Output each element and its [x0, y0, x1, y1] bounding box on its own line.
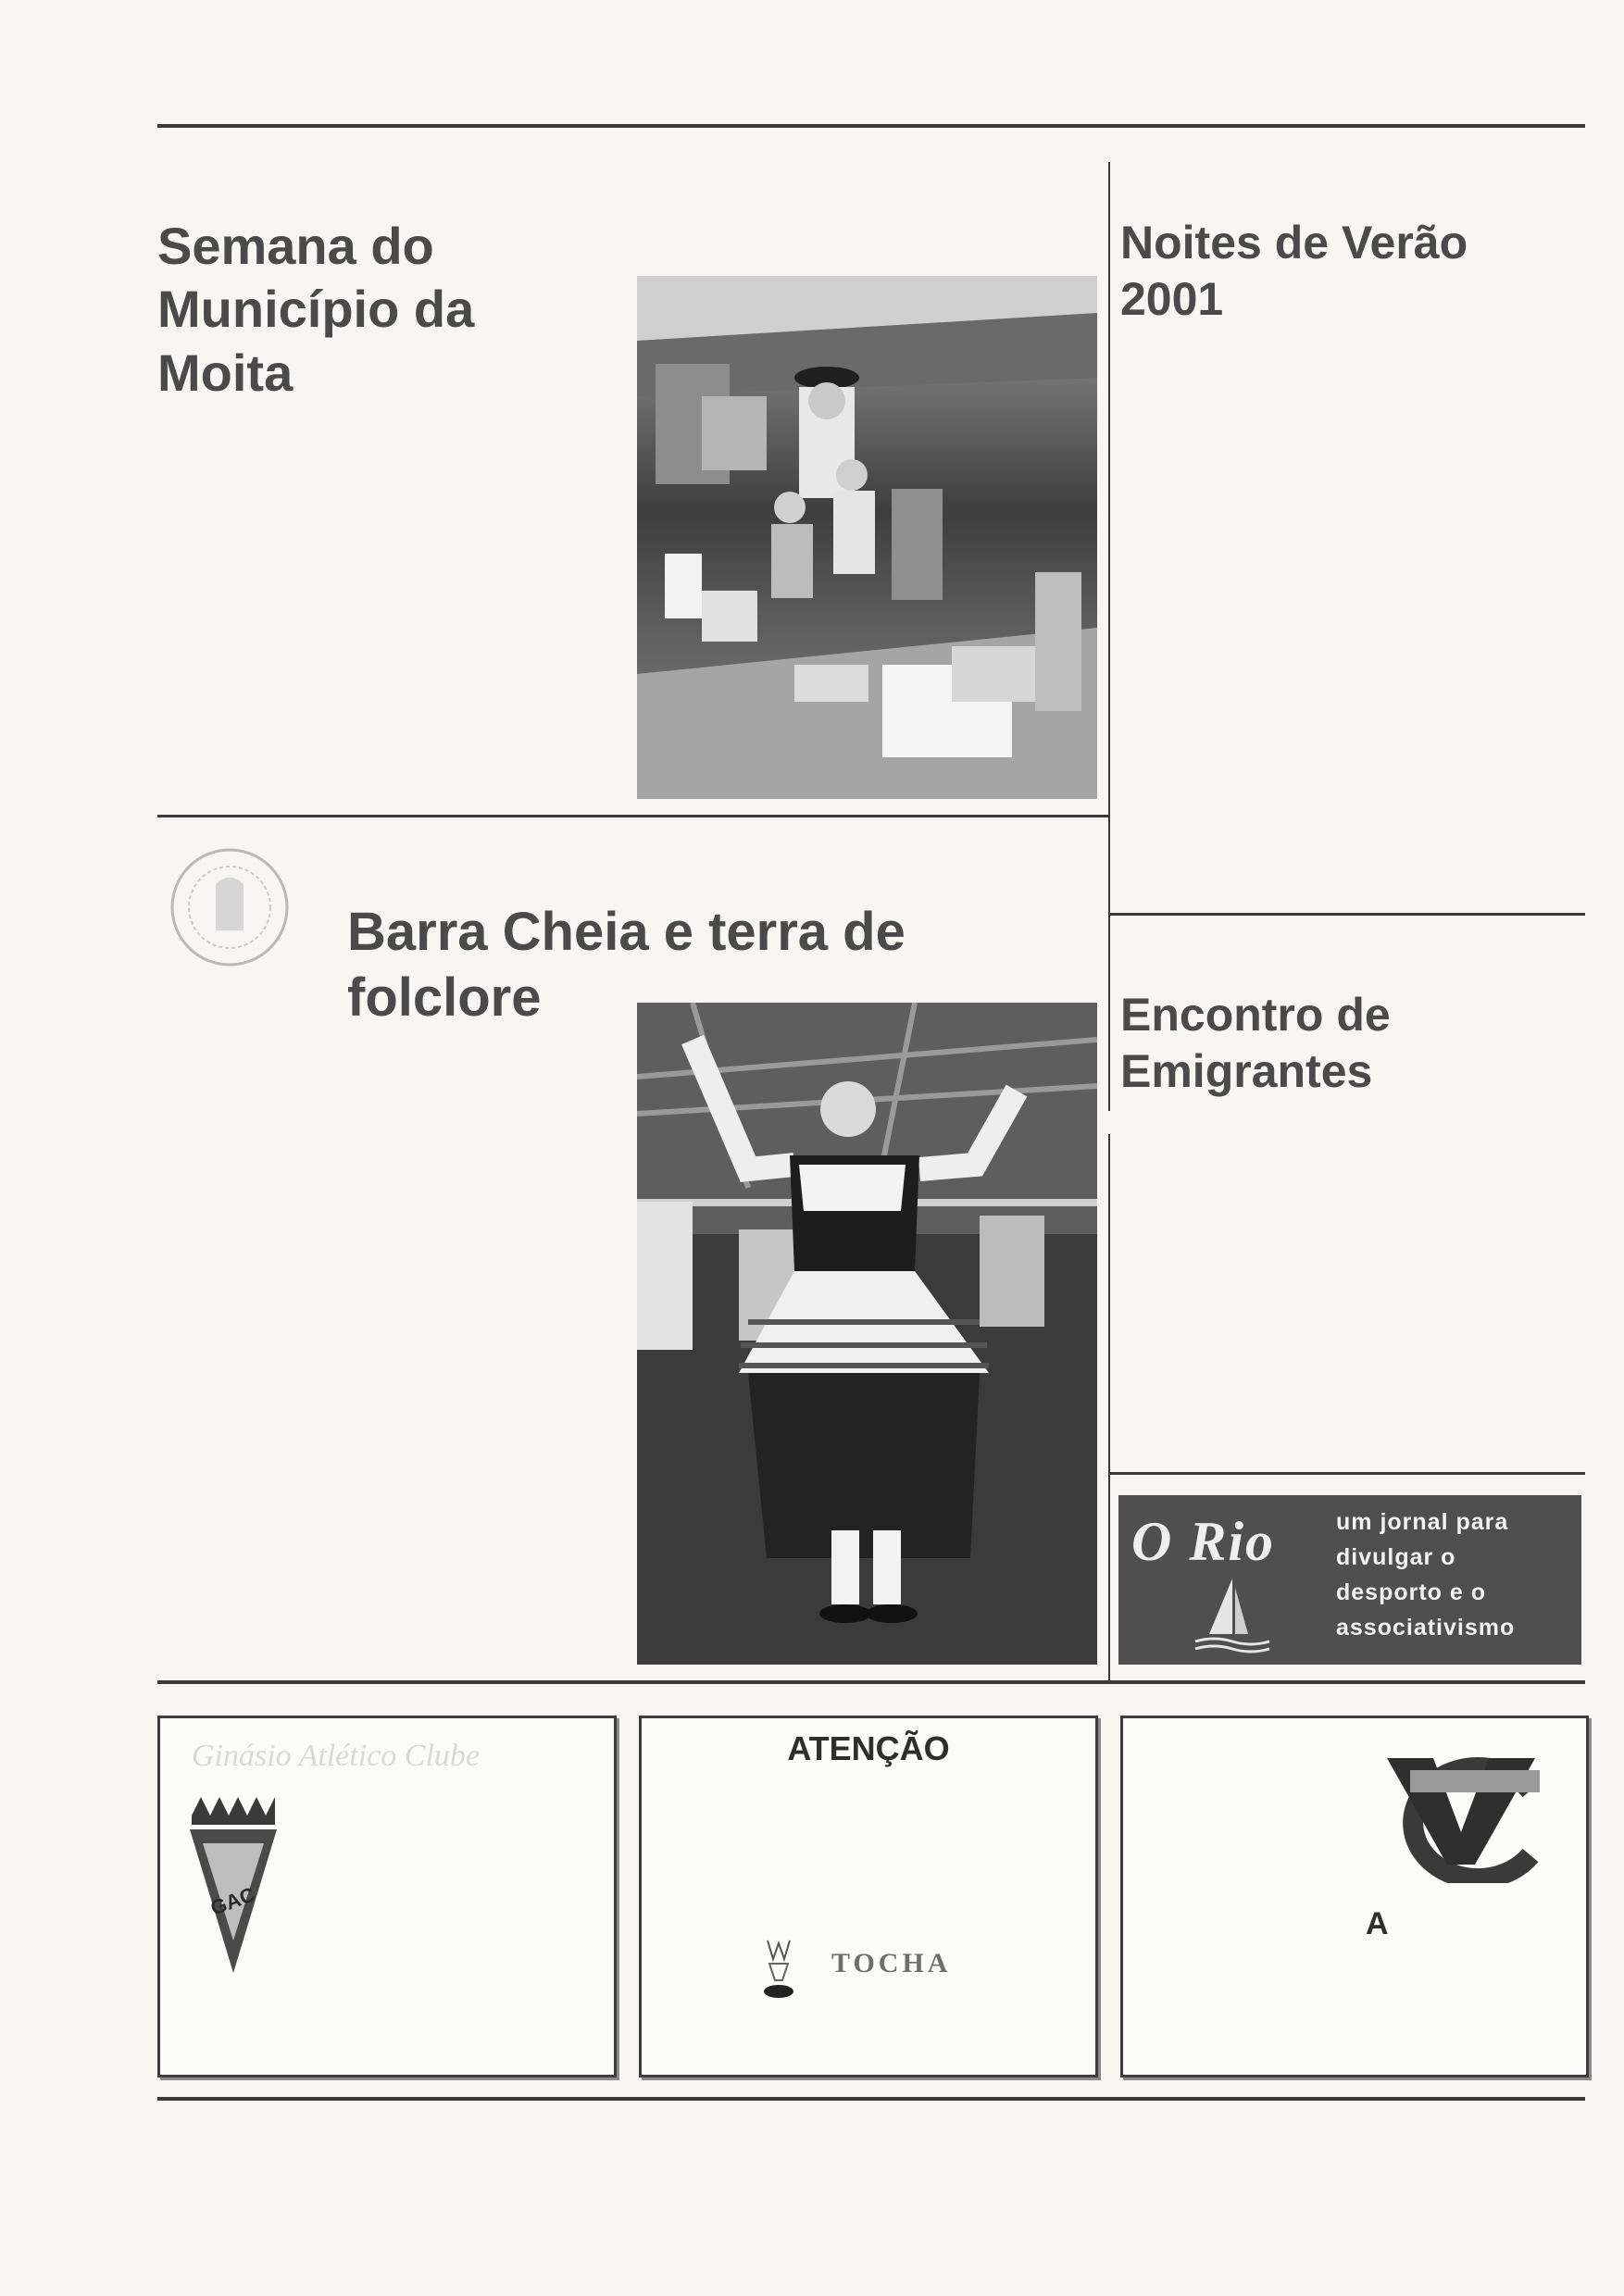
ad-club	[157, 1716, 617, 2078]
article-encontro-title-line1: Encontro de	[1120, 989, 1391, 1041]
article-noites-title-line2: 2001	[1120, 273, 1224, 325]
vc-logo-icon	[1382, 1753, 1544, 1883]
article-semana-title-line3: Moita	[157, 343, 294, 402]
column-divider-lower	[1108, 1134, 1110, 1680]
sailboat-icon	[1191, 1569, 1274, 1658]
article-barra-title-line1: Barra Cheia e terra de	[347, 902, 906, 962]
article-noites-title-line1: Noites de Verão	[1120, 217, 1468, 268]
o-rio-banner	[1118, 1495, 1581, 1665]
o-rio-logo: O Rio	[1131, 1511, 1276, 1572]
tagline-line4: associativismo	[1336, 1615, 1516, 1641]
exhibition-photo-image	[637, 276, 1097, 799]
round-seal-icon	[165, 842, 294, 972]
torch-icon	[760, 1936, 797, 2001]
exhibition-photo	[637, 276, 1097, 799]
tagline-line2: divulgar o	[1336, 1544, 1456, 1570]
banner-top-rule	[1110, 1472, 1585, 1475]
v-brand-letter: A	[1366, 1906, 1389, 1941]
article-encontro-title	[1120, 987, 1391, 1100]
tagline-line1: um jornal para	[1336, 1509, 1509, 1535]
column-divider-upper	[1108, 162, 1110, 1111]
ads-top-rule	[157, 1680, 1585, 1684]
top-rule	[157, 124, 1585, 128]
o-rio-tagline	[1336, 1504, 1515, 1645]
ad-atencao	[639, 1716, 1098, 2078]
article-encontro-title-line2: Emigrantes	[1120, 1045, 1373, 1097]
article-semana-title-line1: Semana do	[157, 217, 434, 275]
section-rule-right	[1110, 913, 1585, 916]
ad-v-brand	[1120, 1716, 1589, 2078]
article-noites-title	[1120, 215, 1468, 328]
folk-dancer-photo	[637, 1003, 1097, 1665]
bottom-rule	[157, 2097, 1585, 2101]
folk-dancer-photo-image	[637, 1003, 1097, 1665]
article-barra-title-line2: folclore	[347, 967, 542, 1028]
section-rule-left	[157, 815, 1109, 817]
atencao-heading: ATENÇÃO	[787, 1729, 950, 1767]
tocha-brand: TOCHA	[831, 1948, 952, 1978]
club-emblem-letters: GAC	[207, 1882, 258, 1920]
pennant-crest-icon	[182, 1792, 284, 1978]
tagline-line3: desporto e o	[1336, 1579, 1487, 1605]
article-semana-title-line2: Município da	[157, 280, 475, 339]
article-semana-title	[157, 215, 474, 405]
club-heading: Ginásio Atlético Clube	[192, 1739, 481, 1773]
